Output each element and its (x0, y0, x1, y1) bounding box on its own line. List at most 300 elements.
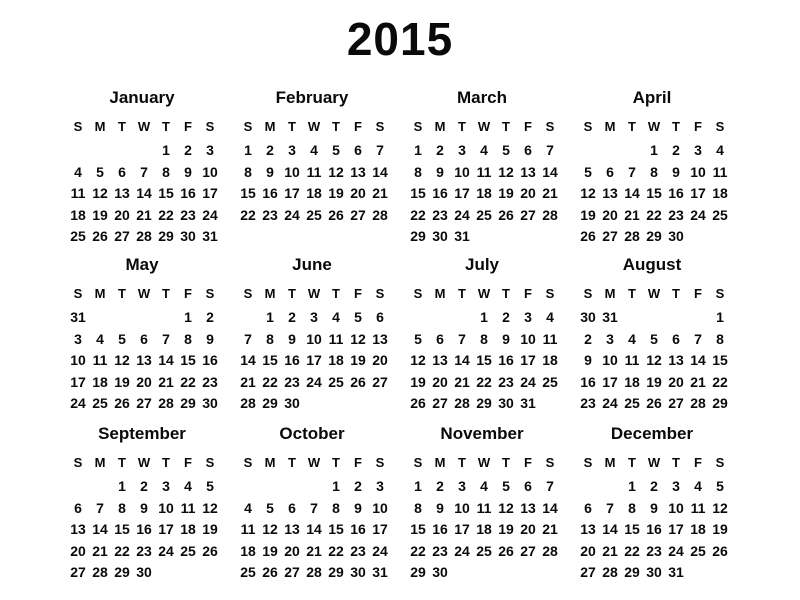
day-cell: 6 (140, 330, 148, 347)
day-cell: 27 (284, 564, 300, 580)
day-cell: 18 (180, 521, 196, 537)
day-cell: 3 (206, 142, 214, 158)
day-cell: 1 (266, 309, 274, 325)
day-cell: 20 (520, 521, 536, 537)
day-cell: 3 (74, 330, 82, 347)
weekday-header: S (413, 455, 423, 470)
month-name: January (109, 88, 175, 107)
day-cell: 11 (712, 163, 728, 180)
day-cell: 25 (624, 395, 640, 411)
day-cell: 7 (628, 163, 636, 180)
day-cell: 11 (180, 499, 196, 516)
weekday-header: F (184, 119, 192, 134)
day-cell: 28 (690, 395, 706, 411)
day-cell: 9 (184, 163, 192, 180)
day-cell: 10 (202, 163, 218, 180)
month-january (62, 88, 222, 248)
day-cell: 21 (542, 521, 558, 537)
day-cell: 27 (580, 564, 596, 580)
day-cell: 22 (328, 542, 344, 559)
day-cell: 23 (432, 542, 448, 559)
day-cell: 26 (646, 395, 662, 411)
day-cell: 2 (140, 478, 148, 494)
day-cell: 6 (584, 499, 592, 516)
day-cell: 16 (262, 185, 278, 201)
day-cell: 9 (650, 499, 658, 516)
day-cell: 11 (624, 352, 640, 368)
day-cell: 10 (454, 163, 470, 180)
day-cell: 1 (244, 142, 252, 158)
weekday-header: F (354, 455, 362, 470)
day-cell: 1 (414, 142, 422, 158)
day-cell: 9 (288, 330, 296, 347)
day-cell: 10 (668, 499, 684, 516)
month-february (232, 88, 392, 248)
day-cell: 18 (306, 185, 322, 201)
month-june (232, 255, 392, 415)
day-cell: 15 (240, 185, 256, 201)
weekday-header: S (375, 455, 385, 470)
day-cell: 25 (712, 206, 728, 223)
day-cell: 1 (332, 478, 340, 494)
day-cell: 4 (244, 499, 252, 516)
day-cell: 5 (650, 330, 658, 347)
day-cell: 18 (328, 352, 344, 368)
day-cell: 19 (410, 373, 426, 390)
day-cell: 17 (668, 521, 684, 537)
day-cell: 18 (70, 206, 86, 223)
day-cell: 25 (690, 542, 706, 559)
day-cell: 11 (328, 330, 344, 347)
weekday-header: F (184, 455, 192, 470)
day-cell: 24 (372, 542, 388, 559)
day-cell: 8 (184, 330, 192, 347)
weekday-header: F (694, 286, 702, 301)
day-cell: 11 (92, 352, 108, 368)
day-cell: 12 (498, 499, 514, 516)
day-cell: 12 (114, 352, 130, 368)
day-cell: 23 (180, 206, 196, 223)
day-cell: 11 (542, 330, 558, 347)
weekday-header: T (458, 455, 466, 470)
weekday-header: S (375, 119, 385, 134)
weekday-header: T (162, 119, 170, 134)
day-cell: 1 (650, 142, 658, 158)
day-cell: 16 (668, 185, 684, 201)
day-cell: 1 (480, 309, 488, 325)
day-cell: 10 (70, 352, 86, 368)
day-cell: 21 (306, 542, 322, 559)
month-name: March (456, 88, 508, 107)
day-cell: 8 (118, 499, 126, 516)
day-cell: 25 (240, 564, 256, 580)
day-cell: 3 (672, 478, 680, 494)
day-cell: 28 (542, 206, 558, 223)
day-cell: 8 (266, 330, 274, 347)
weekday-header: T (332, 455, 340, 470)
day-cell: 1 (184, 309, 192, 325)
day-cell: 8 (414, 163, 422, 180)
day-cell: 24 (158, 542, 174, 559)
day-cell: 10 (454, 499, 470, 516)
day-cell: 1 (414, 478, 422, 494)
day-cell: 19 (646, 373, 662, 390)
day-cell: 3 (288, 142, 296, 158)
day-cell: 8 (716, 330, 724, 347)
day-cell: 1 (628, 478, 636, 494)
day-cell: 14 (542, 499, 558, 516)
day-cell: 25 (542, 373, 558, 390)
day-cell: 9 (266, 163, 274, 180)
day-cell: 24 (690, 206, 706, 223)
day-cell: 9 (206, 330, 214, 347)
day-cell: 10 (690, 163, 706, 180)
day-cell: 15 (712, 352, 728, 368)
day-cell: 24 (602, 395, 618, 411)
day-cell: 21 (542, 185, 558, 201)
day-cell: 5 (584, 163, 592, 180)
weekday-header: T (628, 286, 636, 301)
month-name: June (292, 255, 332, 274)
weekday-header: F (694, 119, 702, 134)
day-cell: 27 (350, 206, 366, 223)
day-cell: 22 (262, 373, 278, 390)
day-cell: 27 (432, 395, 448, 411)
day-cell: 18 (476, 521, 492, 537)
day-cell: 7 (244, 330, 252, 347)
day-cell: 22 (476, 373, 492, 390)
day-cell: 10 (158, 499, 174, 516)
day-cell: 6 (436, 330, 444, 347)
day-cell: 3 (524, 309, 532, 325)
weekday-header: T (162, 286, 170, 301)
day-cell: 2 (502, 309, 510, 325)
day-cell: 21 (690, 373, 706, 390)
day-cell: 21 (624, 206, 640, 223)
day-cell: 24 (202, 206, 218, 223)
day-cell: 2 (288, 309, 296, 325)
day-cell: 14 (454, 352, 470, 368)
day-cell: 20 (70, 542, 86, 559)
day-cell: 30 (350, 564, 366, 580)
weekday-header: T (162, 455, 170, 470)
day-cell: 31 (372, 564, 388, 580)
weekday-header: W (307, 286, 321, 301)
day-cell: 15 (328, 521, 344, 537)
day-cell: 15 (180, 352, 196, 368)
day-cell: 27 (520, 206, 536, 223)
day-cell: 19 (350, 352, 366, 368)
day-cell: 13 (284, 521, 300, 537)
weekday-header: F (694, 455, 702, 470)
day-cell: 26 (712, 542, 728, 559)
weekday-header: F (524, 286, 532, 301)
day-cell: 28 (542, 542, 558, 559)
day-cell: 15 (476, 352, 492, 368)
day-cell: 7 (694, 330, 702, 347)
day-cell: 28 (602, 564, 618, 580)
weekday-header: S (243, 286, 253, 301)
weekday-header: M (94, 455, 106, 470)
weekday-header: S (243, 119, 253, 134)
day-cell: 12 (712, 499, 728, 516)
day-cell: 9 (436, 163, 444, 180)
day-cell: 20 (520, 185, 536, 201)
weekday-header: T (628, 119, 636, 134)
day-cell: 7 (310, 499, 318, 516)
day-cell: 12 (410, 352, 426, 368)
day-cell: 30 (284, 395, 300, 411)
weekday-header: W (137, 286, 151, 301)
day-cell: 26 (350, 373, 366, 390)
day-cell: 17 (454, 185, 470, 201)
weekday-header: W (647, 455, 661, 470)
day-cell: 21 (372, 185, 388, 201)
weekday-header: S (583, 119, 593, 134)
day-cell: 26 (262, 564, 278, 580)
day-cell: 15 (114, 521, 130, 537)
day-cell: 4 (74, 163, 82, 180)
month-name: May (125, 255, 159, 274)
weekday-header: S (545, 119, 555, 134)
day-cell: 16 (580, 373, 596, 390)
day-cell: 17 (284, 185, 300, 201)
weekday-header: W (477, 119, 491, 134)
day-cell: 29 (180, 395, 196, 411)
day-cell: 2 (650, 478, 658, 494)
day-cell: 14 (602, 521, 618, 537)
month-march (402, 88, 562, 248)
day-cell: 12 (202, 499, 218, 516)
day-cell: 7 (546, 478, 554, 494)
day-cell: 16 (136, 521, 152, 537)
weekday-header: S (205, 119, 215, 134)
day-cell: 14 (372, 163, 388, 180)
day-cell: 10 (372, 499, 388, 516)
day-cell: 7 (140, 163, 148, 180)
weekday-header: S (73, 455, 83, 470)
day-cell: 24 (454, 206, 470, 223)
day-cell: 7 (606, 499, 614, 516)
day-cell: 3 (376, 478, 384, 494)
day-cell: 8 (162, 163, 170, 180)
day-cell: 18 (476, 185, 492, 201)
day-cell: 25 (180, 542, 196, 559)
day-cell: 29 (712, 395, 728, 411)
month-name: December (610, 424, 694, 443)
day-cell: 3 (606, 330, 614, 347)
day-cell: 17 (70, 373, 86, 390)
day-cell: 13 (70, 521, 86, 537)
day-cell: 13 (372, 330, 388, 347)
day-cell: 5 (96, 163, 104, 180)
day-cell: 7 (546, 142, 554, 158)
weekday-header: F (354, 119, 362, 134)
day-cell: 3 (162, 478, 170, 494)
day-cell: 23 (432, 206, 448, 223)
day-cell: 31 (602, 309, 618, 325)
day-cell: 17 (306, 352, 322, 368)
day-cell: 26 (498, 206, 514, 223)
day-cell: 23 (350, 542, 366, 559)
day-cell: 14 (542, 163, 558, 180)
day-cell: 8 (244, 163, 252, 180)
day-cell: 15 (624, 521, 640, 537)
weekday-header: T (672, 119, 680, 134)
day-cell: 14 (690, 352, 706, 368)
day-cell: 23 (202, 373, 218, 390)
weekday-header: F (524, 119, 532, 134)
day-cell: 24 (520, 373, 536, 390)
year-title: 2015 (346, 13, 454, 65)
day-cell: 2 (184, 142, 192, 158)
weekday-header: T (458, 119, 466, 134)
day-cell: 27 (602, 228, 618, 244)
weekday-header: W (647, 286, 661, 301)
day-cell: 21 (454, 373, 470, 390)
day-cell: 20 (284, 542, 300, 559)
day-cell: 28 (454, 395, 470, 411)
day-cell: 28 (92, 564, 108, 580)
day-cell: 3 (694, 142, 702, 158)
day-cell: 30 (646, 564, 662, 580)
month-september (62, 424, 222, 584)
day-cell: 6 (118, 163, 126, 180)
day-cell: 4 (546, 309, 554, 325)
day-cell: 17 (520, 352, 536, 368)
day-cell: 17 (158, 521, 174, 537)
day-cell: 17 (202, 185, 218, 201)
day-cell: 26 (114, 395, 130, 411)
day-cell: 11 (690, 499, 706, 516)
day-cell: 4 (694, 478, 702, 494)
day-cell: 5 (502, 142, 510, 158)
day-cell: 29 (410, 228, 426, 244)
day-cell: 20 (114, 206, 130, 223)
day-cell: 6 (524, 142, 532, 158)
day-cell: 16 (646, 521, 662, 537)
day-cell: 27 (520, 542, 536, 559)
day-cell: 21 (602, 542, 618, 559)
day-cell: 3 (458, 142, 466, 158)
weekday-header: F (354, 286, 362, 301)
day-cell: 18 (690, 521, 706, 537)
day-cell: 29 (624, 564, 640, 580)
day-cell: 4 (310, 142, 318, 158)
day-cell: 19 (498, 521, 514, 537)
day-cell: 2 (266, 142, 274, 158)
day-cell: 4 (480, 478, 488, 494)
day-cell: 28 (624, 228, 640, 244)
day-cell: 30 (580, 309, 596, 325)
day-cell: 31 (520, 395, 536, 411)
weekday-header: T (288, 119, 296, 134)
day-cell: 25 (476, 542, 492, 559)
day-cell: 12 (328, 163, 344, 180)
day-cell: 28 (372, 206, 388, 223)
day-cell: 17 (690, 185, 706, 201)
day-cell: 29 (646, 228, 662, 244)
weekday-header: T (118, 455, 126, 470)
weekday-header: T (118, 286, 126, 301)
day-cell: 30 (432, 228, 448, 244)
day-cell: 9 (672, 163, 680, 180)
day-cell: 1 (162, 142, 170, 158)
weekday-header: T (118, 119, 126, 134)
day-cell: 20 (432, 373, 448, 390)
weekday-header: T (288, 455, 296, 470)
weekday-header: S (243, 455, 253, 470)
month-name: August (622, 255, 682, 274)
day-cell: 8 (414, 499, 422, 516)
day-cell: 22 (410, 206, 426, 223)
day-cell: 20 (372, 352, 388, 368)
day-cell: 3 (310, 309, 318, 325)
weekday-header: T (672, 286, 680, 301)
day-cell: 10 (602, 352, 618, 368)
weekday-header: W (137, 455, 151, 470)
day-cell: 13 (668, 352, 684, 368)
day-cell: 14 (92, 521, 108, 537)
weekday-header: F (184, 286, 192, 301)
weekday-header: T (458, 286, 466, 301)
day-cell: 26 (202, 542, 218, 559)
day-cell: 21 (240, 373, 256, 390)
day-cell: 28 (136, 228, 152, 244)
day-cell: 18 (624, 373, 640, 390)
month-october (232, 424, 392, 584)
day-cell: 26 (498, 542, 514, 559)
day-cell: 10 (306, 330, 322, 347)
day-cell: 29 (114, 564, 130, 580)
weekday-header: F (524, 455, 532, 470)
day-cell: 16 (180, 185, 196, 201)
weekday-header: T (332, 119, 340, 134)
day-cell: 9 (354, 499, 362, 516)
day-cell: 18 (542, 352, 558, 368)
day-cell: 27 (136, 395, 152, 411)
day-cell: 18 (240, 542, 256, 559)
day-cell: 5 (266, 499, 274, 516)
day-cell: 19 (328, 185, 344, 201)
day-cell: 12 (498, 163, 514, 180)
day-cell: 23 (498, 373, 514, 390)
month-december (572, 424, 732, 584)
day-cell: 27 (70, 564, 86, 580)
day-cell: 29 (158, 228, 174, 244)
weekday-header: S (73, 286, 83, 301)
day-cell: 12 (350, 330, 366, 347)
day-cell: 19 (114, 373, 130, 390)
day-cell: 15 (646, 185, 662, 201)
weekday-header: T (288, 286, 296, 301)
weekday-header: S (413, 286, 423, 301)
day-cell: 28 (240, 395, 256, 411)
day-cell: 20 (668, 373, 684, 390)
month-name: October (279, 424, 345, 443)
weekday-header: M (434, 455, 446, 470)
weekday-header: M (264, 119, 276, 134)
day-cell: 6 (672, 330, 680, 347)
day-cell: 6 (288, 499, 296, 516)
day-cell: 20 (580, 542, 596, 559)
weekday-header: S (375, 286, 385, 301)
day-cell: 5 (716, 478, 724, 494)
weekday-header: M (604, 455, 616, 470)
day-cell: 11 (240, 521, 256, 537)
day-cell: 31 (668, 564, 684, 580)
weekday-header: S (715, 286, 725, 301)
